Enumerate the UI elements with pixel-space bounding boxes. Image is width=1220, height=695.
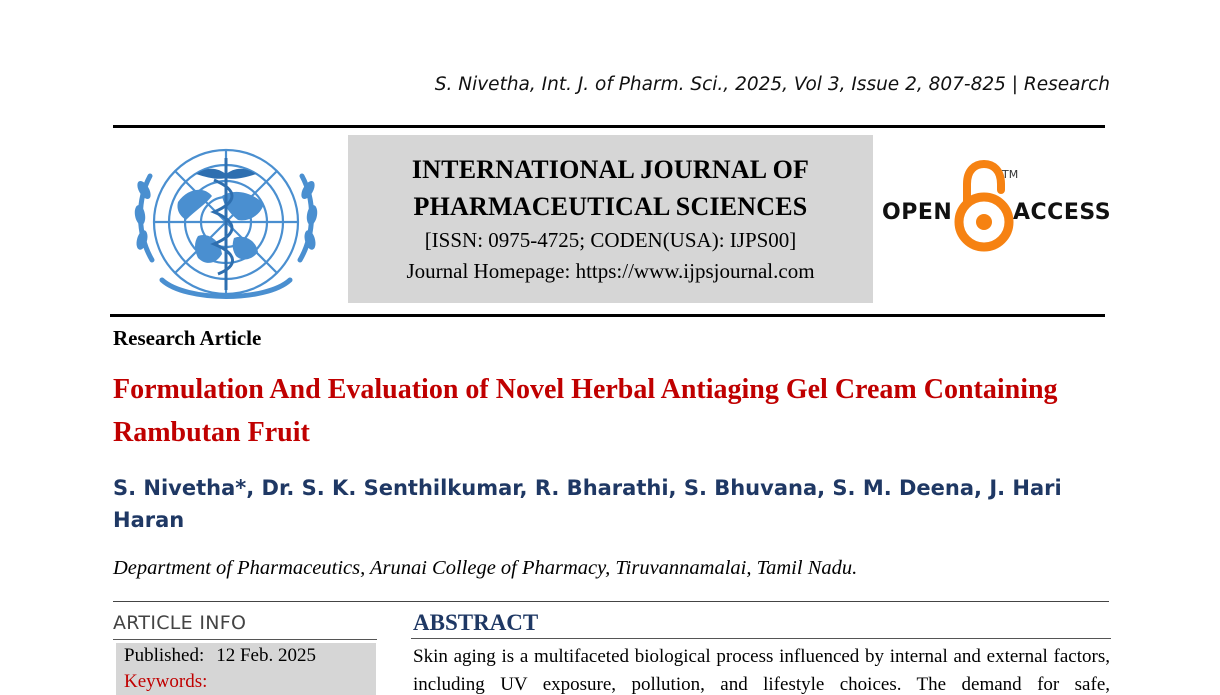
author-list: S. Nivetha*, Dr. S. K. Senthilkumar, R. Bharathi, S. Bhuvana, S. M. Deena, J. Hari Haran	[113, 476, 1062, 532]
header-bottom-rule	[110, 314, 1105, 317]
published-row	[124, 645, 316, 667]
open-access-open: OPEN	[882, 200, 953, 225]
journal-title-line1: INTERNATIONAL JOURNAL OF	[411, 155, 810, 184]
article-title: Formulation And Evaluation of Novel Herbal Antiaging Gel Cream Containing Rambutan Fruit	[113, 374, 1058, 448]
abstract-text: Skin aging is a multifaceted biological process influenced by internal and external factors, including UV exposure, pollution, and lifestyle choices. The demand for safe,	[413, 646, 1110, 695]
journal-title-line2: PHARMACEUTICAL SCIENCES	[413, 192, 808, 221]
published-date: 12 Feb. 2025	[216, 645, 316, 666]
journal-masthead	[348, 135, 873, 303]
article-info-box	[116, 643, 376, 695]
published-label: Published:	[124, 645, 205, 666]
article-info-heading: ARTICLE INFO	[113, 612, 247, 634]
article-info-rule	[113, 639, 377, 640]
journal-title	[348, 151, 873, 225]
header-top-rule	[113, 125, 1105, 128]
abstract-heading: ABSTRACT	[413, 610, 539, 635]
journal-homepage[interactable]: Journal Homepage: https://www.ijpsjournal.com	[406, 259, 815, 283]
open-access-logo	[880, 160, 1110, 260]
author-affiliation: Department of Pharmaceutics, Arunai College of Pharmacy, Tiruvannamalai, Tamil Nadu.	[113, 557, 858, 579]
keywords-label: Keywords:	[124, 671, 208, 692]
journal-emblem-logo	[126, 140, 326, 308]
open-access-access: ACCESS	[1013, 200, 1112, 225]
section-divider	[113, 601, 1109, 602]
running-head: S. Nivetha, Int. J. of Pharm. Sci., 2025, Vol 3, Issue 2, 807-825 | Research	[434, 74, 1110, 95]
journal-issn: [ISSN: 0975-4725; CODEN(USA): IJPS00]	[424, 228, 797, 252]
article-type: Research Article	[113, 326, 262, 350]
open-access-trademark: TM	[1002, 168, 1019, 181]
abstract-rule	[411, 638, 1111, 639]
